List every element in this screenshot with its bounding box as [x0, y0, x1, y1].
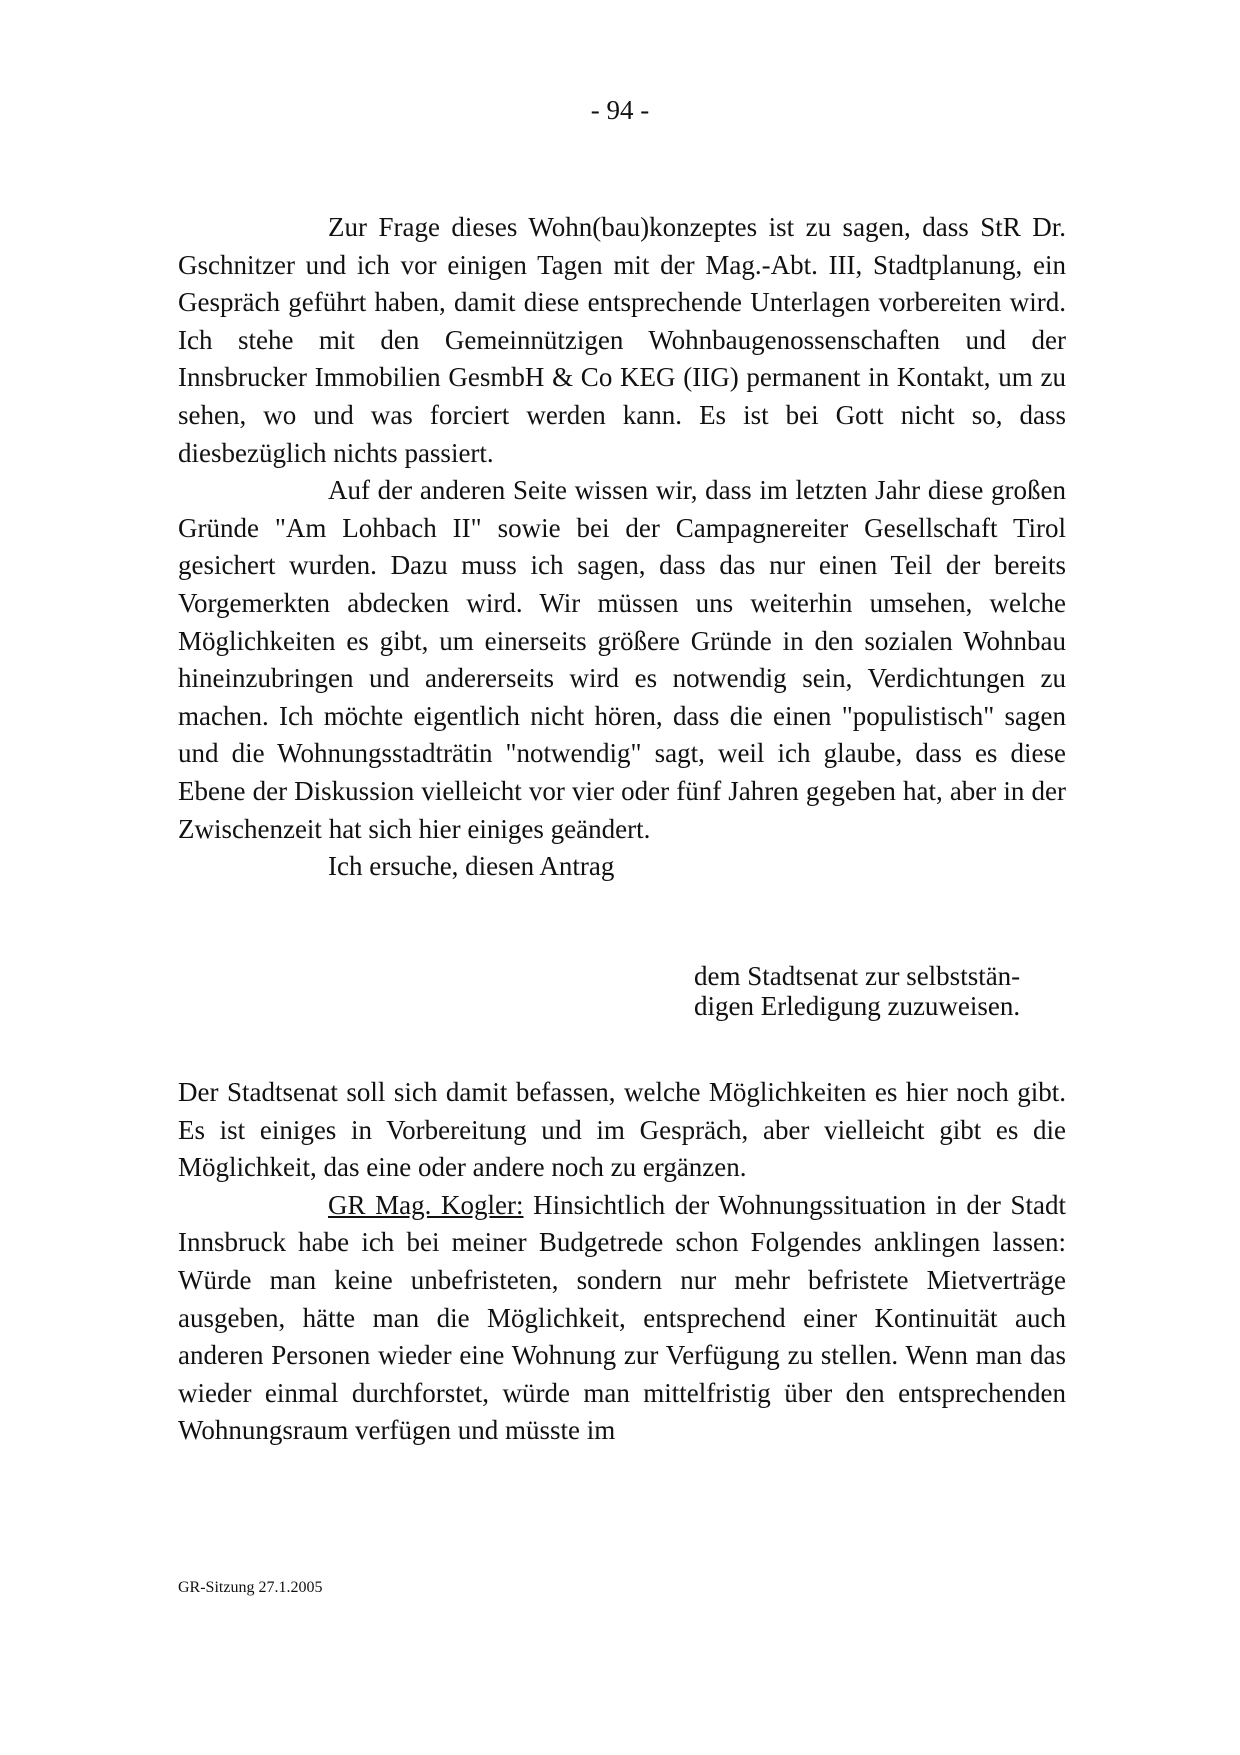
- body-text-lower: [178, 1074, 1066, 1450]
- resolution-line-1: dem Stadtsenat zur selbststän-: [694, 961, 1021, 991]
- paragraph-lohbach: Auf der anderen Seite wissen wir, dass im letzten Jahr diese großen Gründe "Am Lohbach II" sowie bei der Campagnereiter Gesellschaft Tirol gesichert wurden. Dazu muss ich sagen, dass das nur einen Teil der bereits Vorgemerkten abdecken wird. Wir müssen uns weiterhin umsehen, welche Möglichkeiten es gibt, um einerseits größere Gründe in den sozialen Wohnbau hineinzubringen und andererseits wird es notwendig sein, Verdichtungen zu machen. Ich möchte eigentlich nicht hören, dass die einen "populistisch" sagen und die Wohnungsstadträtin "notwendig" sagt, weil ich glaube, dass es diese Ebene der Diskussion vielleicht vor vier oder fünf Jahren gegeben hat, aber in der Zwischenzeit hat sich hier einiges geändert.: [178, 475, 1066, 844]
- speaker-name: GR Mag. Kogler:: [328, 1189, 524, 1220]
- page-number: - 94 -: [590, 95, 650, 125]
- resolution-block: [694, 961, 1074, 1021]
- speaker-statement: Hinsichtlich der Wohnungssituation in der Stadt Innsbruck habe ich bei meiner Budgetrede schon Folgendes anklingen lassen: Würde man keine unbefristeten, sondern nur mehr befristete Mietverträge ausgeben, hätte man die Möglichkeit, entsprechend einer Kontinuität auch anderen Personen wieder eine Wohnung zur Verfügung zu stellen. Wenn man das wieder einmal durchforstet, würde man mittelfristig über den entsprechenden Wohnungsraum verfügen und müsste im: [178, 1189, 1066, 1446]
- paragraph-wohnbaukonzept: Zur Frage dieses Wohn(bau)konzeptes ist zu sagen, dass StR Dr. Gschnitzer und ich vor einigen Tagen mit der Mag.-Abt. III, Stadtplanung, ein Gespräch geführt haben, damit diese entsprechende Unterlagen vorbereiten wird. Ich stehe mit den Gemeinnützigen Wohnbaugenossenschaften und der Innsbrucker Immobilien GesmbH & Co KEG (IIG) permanent in Kontakt, um zu sehen, wo und was forciert werden kann. Es ist bei Gott nicht so, dass diesbezüglich nichts passiert.: [178, 212, 1066, 468]
- paragraph-kogler: [178, 1187, 1066, 1450]
- paragraph-stadtsenat: Der Stadtsenat soll sich damit befassen, welche Möglichkeiten es hier noch gibt. Es ist einiges in Vorbereitung und im Gespräch, aber vielleicht gibt es die Möglichkeit, das eine oder andere noch zu ergänzen.: [178, 1077, 1066, 1183]
- paragraph-antrag: Ich ersuche, diesen Antrag: [328, 851, 615, 882]
- body-text-upper: [178, 209, 1066, 886]
- resolution-line-2: digen Erledigung zuzuweisen.: [694, 991, 1021, 1021]
- footer-session-date: GR-Sitzung 27.1.2005: [178, 1579, 323, 1596]
